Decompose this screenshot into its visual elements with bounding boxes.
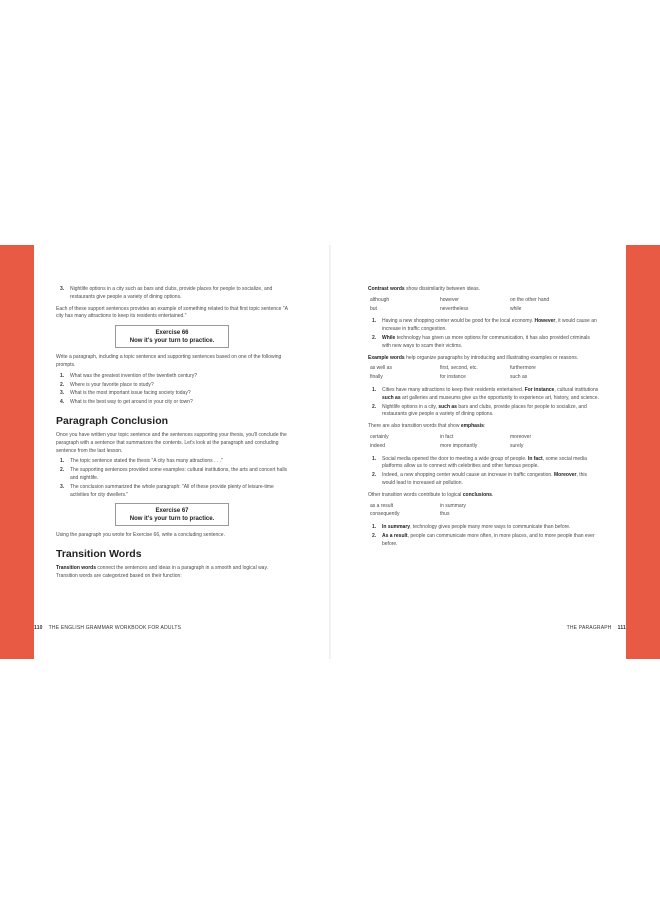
list-item: 2. Where is your favorite place to study?: [60, 381, 154, 388]
heading-paragraph-conclusion: Paragraph Conclusion: [56, 414, 169, 427]
term: although: [370, 296, 390, 303]
emphasis-terms: [368, 434, 600, 451]
term: consequently: [370, 511, 400, 518]
heading-transition-words: Transition Words: [56, 548, 142, 561]
list-item: 2. Indeed, a new shopping center would cause an increase in traffic congestion. Moreover, this would lead to increased air pollution.: [372, 472, 588, 486]
right-footer: [567, 625, 626, 631]
exercise-instructions: Write a paragraph, including a topic sentence and supporting sentences based on one of the following prompts.: [56, 354, 282, 368]
list-item: 3. What is the most important issue facing society today?: [60, 390, 191, 397]
exercise-67-box: [115, 503, 229, 526]
term: in fact: [440, 433, 454, 440]
contrast-examples: [368, 318, 600, 350]
left-accent-tab: [0, 245, 34, 659]
example-intro: Example words help organize paragraphs by introducing and illustrating examples or reasons.: [368, 354, 579, 361]
term: nevertheless: [440, 305, 469, 312]
list-item: 4. What is the best way to get around in your city or town?: [60, 399, 193, 406]
conclusion-intro: Once you have written your topic sentence and the sentences supporting your thesis, you'll conclude the paragraph with a sentence that summarizes the contents. Let's look at the paragraph and concluding sentence from the last lesson.: [56, 431, 287, 454]
term: in summary: [440, 502, 466, 509]
list-item: 1. Cities have many attractions to keep their residents entertained. For instance, cultural institutions such as art galleries and museums give us the opportunity to experience art, history, and science.: [372, 386, 599, 401]
list-item: 2. While technology has given us more options for communication, it has also provided criminals with new ways to scam their victims.: [372, 334, 590, 349]
term: as a result: [370, 502, 394, 509]
term: certainly: [370, 433, 389, 440]
list-item: 1. In summary, technology gives people many more ways to communicate than before.: [372, 524, 571, 531]
page-number: 111: [617, 625, 626, 631]
list-item: 2. Nightlife options in a city, such as bars and clubs, provide places for people to socialize, and restaurants give people a variety of dining options.: [372, 403, 587, 418]
conclusion-list: [56, 458, 288, 499]
term: however: [440, 296, 459, 303]
term: more importantly: [440, 442, 478, 449]
list-item: 2. As a result, people can communicate more often, in more places, and to more people than ever before.: [372, 532, 595, 547]
term: thus: [440, 511, 450, 518]
term: on the other hand: [510, 296, 550, 303]
exercise-subtitle: Now it's your turn to practice.: [129, 338, 215, 345]
page-number: 110: [34, 625, 43, 631]
list-item: 1. Having a new shopping center would be good for the local economy. However, it would cause an increase in traffic congestion.: [372, 318, 597, 333]
right-accent-tab: [626, 245, 660, 659]
term: moreover: [510, 433, 532, 440]
term: while: [510, 305, 522, 312]
list-item: 1. Social media opened the door to meeting a wide group of people. In fact, some social media platforms allow us to connect with celebrities and other famous people.: [372, 455, 587, 470]
term: finally: [370, 374, 383, 381]
term: but: [370, 305, 377, 312]
term: for instance: [440, 374, 466, 381]
term: furthermore: [510, 365, 536, 372]
exercise-title: Exercise 67: [155, 508, 189, 515]
list-item: 1. What was the greatest invention of the twentieth century?: [60, 372, 198, 379]
emphasis-examples: [368, 456, 600, 488]
running-title: THE ENGLISH GRAMMAR WORKBOOK FOR ADULTS: [48, 625, 182, 631]
running-title: THE PARAGRAPH: [566, 625, 612, 631]
list-item: 2. The supporting sentences provided some examples: cultural institutions, the arts and concert halls and nightlife.: [60, 467, 288, 481]
term: first, second, etc.: [440, 365, 478, 372]
exercise-66-box: [115, 325, 229, 348]
term: as well as: [370, 365, 392, 372]
list-item: 3. The conclusion summarized the whole paragraph: "All of these provide plenty of leisure-time activities for city dwellers.": [60, 483, 274, 498]
exercise-title: Exercise 66: [155, 330, 189, 337]
list-item: 1. The topic sentence stated the thesis "A city has many attractions . . .": [60, 458, 223, 465]
exercise-67-instructions: Using the paragraph you wrote for Exercise 66, write a concluding sentence.: [56, 532, 225, 539]
contrast-terms: [368, 297, 600, 314]
transition-intro: Transition words connect the sentences and ideas in a paragraph in a smooth and logical way. Transition words are categorized based on their function:: [56, 565, 268, 579]
conclusion-terms: [368, 503, 600, 520]
support-paragraph: Each of these support sentences provides an example of something related to that first topic sentence "A city has many attractions to keep its residents entertained.": [56, 305, 288, 320]
term: surely: [510, 442, 524, 449]
conclusion-words-intro: Other transition words contribute to logical conclusions.: [368, 491, 494, 498]
emphasis-intro: There are also transition words that show emphasis:: [368, 423, 486, 430]
term: [510, 503, 580, 511]
example-list-item-3: [56, 286, 288, 302]
term: such as: [510, 374, 528, 381]
left-footer: [34, 625, 181, 631]
right-page: [368, 286, 600, 553]
term: indeed: [370, 442, 386, 449]
left-page: [56, 286, 288, 584]
list-item: 3. Nightlife options in a city such as bars and clubs, provide places for people to socialize, and restaurants give people a variety of dining options.: [60, 286, 273, 300]
prompt-list: [56, 373, 288, 407]
example-terms: [368, 365, 600, 382]
conclusion-examples: [368, 524, 600, 548]
contrast-intro: Contrast words show dissimilarity between ideas.: [368, 286, 480, 292]
example-examples: [368, 387, 600, 419]
exercise-subtitle: Now it's your turn to practice.: [129, 516, 215, 523]
book-gutter: [329, 245, 331, 659]
